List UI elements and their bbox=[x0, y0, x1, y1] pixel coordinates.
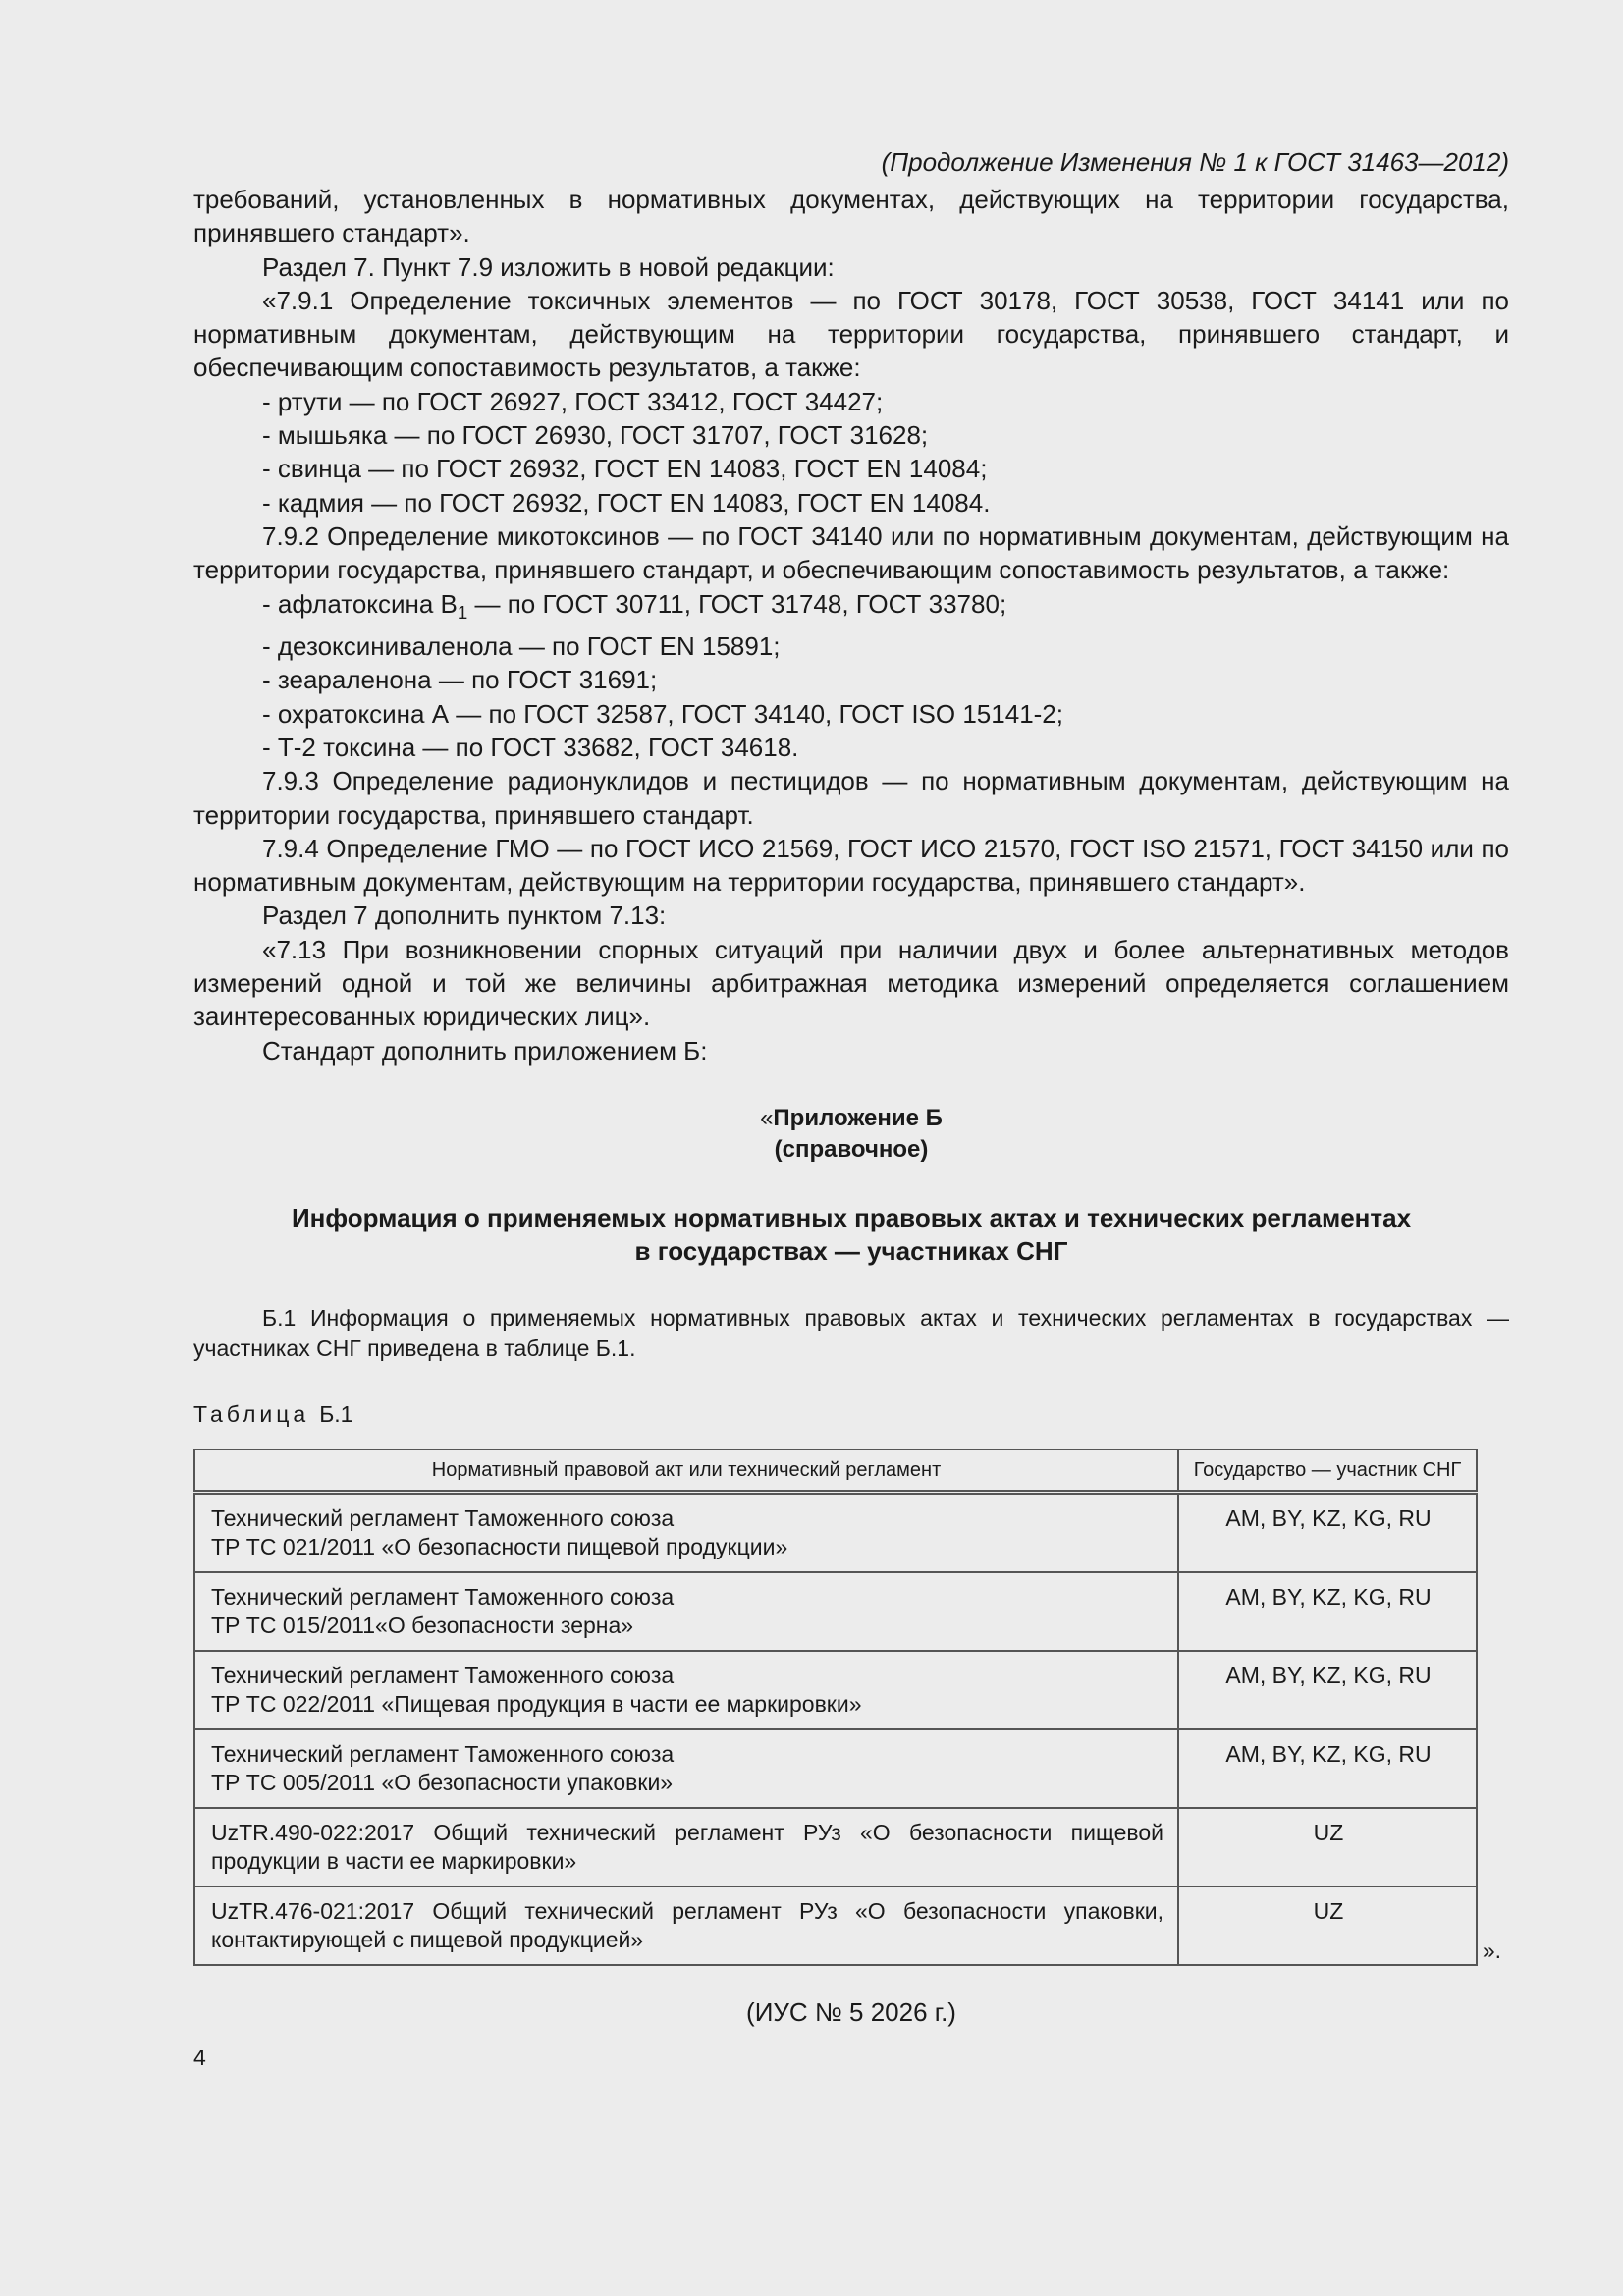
table-cell: AM, BY, KZ, KG, RU bbox=[1178, 1651, 1477, 1729]
table-row bbox=[194, 1886, 1477, 1965]
paragraph: Стандарт дополнить приложением Б: bbox=[262, 1035, 708, 1066]
page-header: (Продолжение Изменения № 1 к ГОСТ 31463—2012) bbox=[881, 147, 1509, 177]
cell-line: Технический регламент Таможенного союза bbox=[211, 1662, 675, 1688]
list-item: - зеараленона — по ГОСТ 31691; bbox=[262, 665, 658, 695]
section-title-line: в государствах — участниках СНГ bbox=[634, 1235, 1068, 1266]
table-caption bbox=[193, 1399, 1509, 1429]
table-row bbox=[194, 1729, 1477, 1808]
b1-paragraph: Б.1 Информация о применяемых нормативных правовых актах и технических регламентах в государствах — участниках СНГ приведена в таблице Б.1. bbox=[193, 1304, 1509, 1361]
table-cell: AM, BY, KZ, KG, RU bbox=[1178, 1492, 1477, 1572]
table-cell: UzTR.490-022:2017 Общий технический регламент РУз «О безопасности пищевой продукции в части ее маркировки» bbox=[194, 1808, 1178, 1886]
cell-line: ТР ТС 021/2011 «О безопасности пищевой продукции» bbox=[211, 1533, 788, 1559]
list-item-text: — по ГОСТ 30711, ГОСТ 31748, ГОСТ 33780; bbox=[467, 588, 1007, 619]
table-cell: UZ bbox=[1178, 1808, 1477, 1886]
table-cell bbox=[194, 1651, 1178, 1729]
table-row bbox=[194, 1492, 1477, 1572]
paragraph: 7.9.2 Определение микотоксинов — по ГОСТ 34140 или по нормативным документам, действующим на территории государства, принявшего стандарт, и обеспечивающим сопоставимость результатов, а также: bbox=[193, 520, 1509, 585]
list-item: - мышьяка — по ГОСТ 26930, ГОСТ 31707, ГОСТ 31628; bbox=[262, 420, 929, 451]
paragraph: требований, установленных в нормативных документах, действующих на территории государства, принявшего стандарт». bbox=[193, 185, 1509, 248]
regulations-table bbox=[193, 1449, 1478, 1966]
table-container bbox=[193, 1449, 1509, 1966]
appendix-title bbox=[193, 1103, 1509, 1134]
footer-note: (ИУС № 5 2026 г.) bbox=[746, 1996, 956, 2027]
appendix-title-text: Приложение Б bbox=[773, 1104, 943, 1131]
list-item: - охратоксина А — по ГОСТ 32587, ГОСТ 34140, ГОСТ ISO 15141-2; bbox=[262, 698, 1063, 729]
table-cell bbox=[194, 1492, 1178, 1572]
table-caption-number: Б.1 bbox=[319, 1400, 353, 1427]
table-cell bbox=[194, 1572, 1178, 1651]
cell-line: ТР ТС 015/2011«О безопасности зерна» bbox=[211, 1612, 634, 1638]
list-item: - свинца — по ГОСТ 26932, ГОСТ EN 14083, ГОСТ EN 14084; bbox=[262, 454, 988, 484]
table-row bbox=[194, 1651, 1477, 1729]
closing-quote: ». bbox=[1482, 1937, 1501, 1963]
cell-line: ТР ТС 005/2011 «О безопасности упаковки» bbox=[211, 1769, 674, 1795]
table-cell: UzTR.476-021:2017 Общий технический регламент РУз «О безопасности упаковки, контактирующей с пищевой продукцией» bbox=[194, 1886, 1178, 1965]
section-title-line: Информация о применяемых нормативных правовых актах и технических регламентах bbox=[291, 1202, 1412, 1232]
cell-line: Технический регламент Таможенного союза bbox=[211, 1583, 675, 1610]
paragraph: Раздел 7. Пункт 7.9 изложить в новой редакции: bbox=[262, 251, 835, 282]
table-row bbox=[194, 1572, 1477, 1651]
table-cell: AM, BY, KZ, KG, RU bbox=[1178, 1572, 1477, 1651]
paragraph: Раздел 7 дополнить пунктом 7.13: bbox=[262, 901, 667, 931]
list-item: - дезоксиниваленола — по ГОСТ EN 15891; bbox=[262, 631, 781, 662]
cell-line: ТР ТС 022/2011 «Пищевая продукция в части ее маркировки» bbox=[211, 1690, 862, 1717]
paragraph: «7.9.1 Определение токсичных элементов — по ГОСТ 30178, ГОСТ 30538, ГОСТ 34141 или по нормативным документам, действующим на территории государства, принявшего стандарт, и обеспечивающим сопоставимость результатов, а также: bbox=[193, 285, 1509, 383]
appendix-subtitle: (справочное) bbox=[774, 1135, 929, 1163]
list-item: - ртути — по ГОСТ 26927, ГОСТ 33412, ГОСТ 34427; bbox=[262, 386, 884, 416]
opening-quote: « bbox=[760, 1104, 774, 1131]
list-item: - кадмия — по ГОСТ 26932, ГОСТ EN 14083, ГОСТ EN 14084. bbox=[262, 487, 991, 518]
section-title bbox=[193, 1201, 1509, 1268]
paragraph: 7.9.3 Определение радионуклидов и пестицидов — по нормативным документам, действующим на территории государства, принявшего стандарт. bbox=[193, 766, 1509, 830]
cell-line: Технический регламент Таможенного союза bbox=[211, 1504, 675, 1531]
subscript: 1 bbox=[457, 601, 468, 623]
column-header: Государство — участник СНГ bbox=[1178, 1449, 1477, 1493]
paragraph: 7.9.4 Определение ГМО — по ГОСТ ИСО 21569, ГОСТ ИСО 21570, ГОСТ ISO 21571, ГОСТ 34150 или по нормативным документам, действующим на территории государства, принявшего стандарт». bbox=[193, 833, 1509, 898]
list-item bbox=[193, 587, 1509, 629]
table-cell: UZ bbox=[1178, 1886, 1477, 1965]
cell-line: Технический регламент Таможенного союза bbox=[211, 1740, 675, 1767]
column-header: Нормативный правовой акт или технический регламент bbox=[194, 1449, 1178, 1493]
page-number: 4 bbox=[193, 2044, 206, 2070]
appendix-heading bbox=[193, 1103, 1509, 1166]
table-header-row bbox=[194, 1449, 1477, 1493]
table-row bbox=[194, 1808, 1477, 1886]
document-page bbox=[193, 145, 1509, 2072]
list-item: - Т-2 токсина — по ГОСТ 33682, ГОСТ 34618. bbox=[262, 732, 799, 762]
table-cell bbox=[194, 1729, 1178, 1808]
table-caption-word: Таблица bbox=[193, 1400, 310, 1427]
paragraph: «7.13 При возникновении спорных ситуаций при наличии двух и более альтернативных методов измерений одной и той же величины арбитражная методика измерений определяется соглашением заинтересованных юридических лиц». bbox=[193, 934, 1509, 1032]
list-item-text: - афлатоксина B bbox=[262, 588, 458, 619]
table-cell: AM, BY, KZ, KG, RU bbox=[1178, 1729, 1477, 1808]
body-text bbox=[193, 183, 1509, 1067]
